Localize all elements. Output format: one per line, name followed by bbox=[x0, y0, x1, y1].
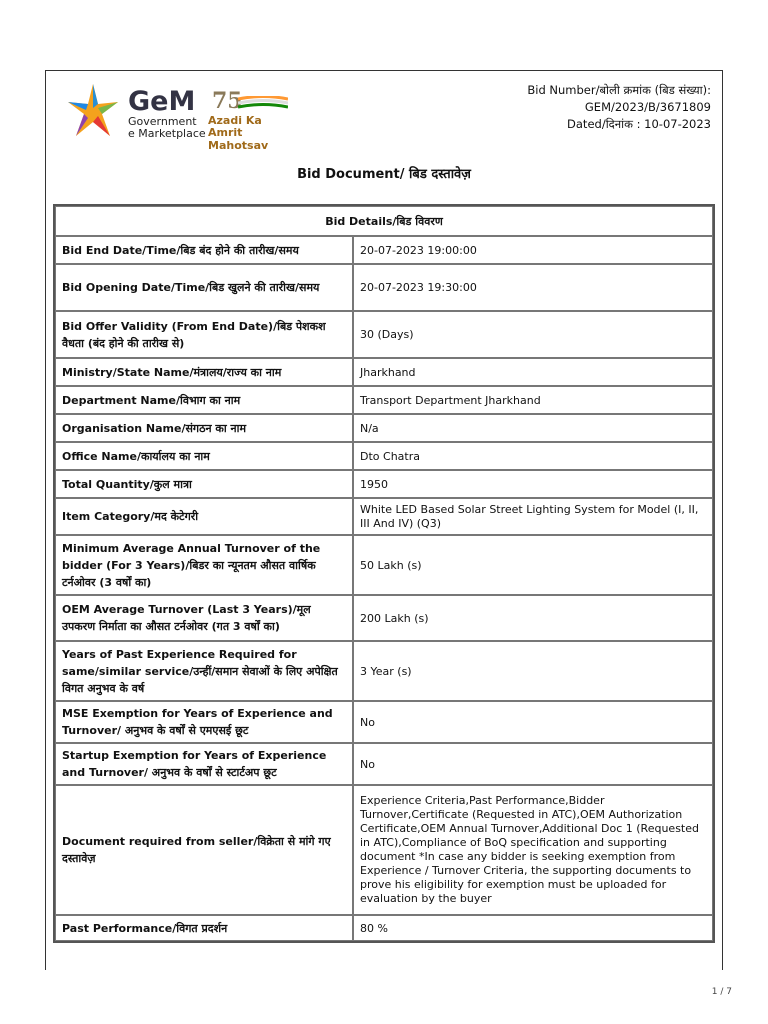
row-value: 50 Lakh (s) bbox=[353, 535, 713, 595]
row-value: Dto Chatra bbox=[353, 442, 713, 470]
row-value: N/a bbox=[353, 414, 713, 442]
table-row bbox=[55, 641, 713, 701]
flag-stripes-icon bbox=[238, 96, 288, 110]
table-row bbox=[55, 743, 713, 785]
row-value: 80 % bbox=[353, 915, 713, 941]
row-value: 3 Year (s) bbox=[353, 641, 713, 701]
gem-star-icon bbox=[62, 80, 124, 142]
azadi-line1: Azadi Ka bbox=[208, 114, 262, 127]
bid-number-label: Bid Number/बोली क्रमांक (बिड संख्या): bbox=[527, 83, 711, 97]
row-value: No bbox=[353, 743, 713, 785]
table-row bbox=[55, 358, 713, 386]
gem-brand: GeM bbox=[128, 86, 196, 117]
document-title: Bid Document/ बिड दस्तावेज़ bbox=[297, 167, 471, 182]
row-label: Ministry/State Name/मंत्रालय/राज्य का नाम bbox=[55, 358, 353, 386]
table-row bbox=[55, 236, 713, 264]
row-label: Department Name/विभाग का नाम bbox=[55, 386, 353, 414]
bid-number: GEM/2023/B/3671809 bbox=[584, 100, 711, 114]
row-value: White LED Based Solar Street Lighting System for Model (I, II, III And IV) (Q3) bbox=[353, 498, 713, 535]
table-row bbox=[55, 498, 713, 535]
row-value: 30 (Days) bbox=[353, 311, 713, 358]
azadi-75: 75 bbox=[212, 88, 243, 114]
table-row bbox=[55, 264, 713, 311]
row-label: Organisation Name/संगठन का नाम bbox=[55, 414, 353, 442]
table-row bbox=[55, 414, 713, 442]
gem-line2: e Marketplace bbox=[128, 127, 206, 140]
bid-details-table bbox=[53, 204, 715, 943]
row-label: Bid Opening Date/Time/बिड खुलने की तारीख/समय bbox=[55, 264, 353, 311]
row-value: 20-07-2023 19:30:00 bbox=[353, 264, 713, 311]
row-value: Jharkhand bbox=[353, 358, 713, 386]
row-value: 20-07-2023 19:00:00 bbox=[353, 236, 713, 264]
table-row bbox=[55, 915, 713, 941]
page-number: 1 / 7 bbox=[711, 987, 732, 997]
row-label: Past Performance/विगत प्रदर्शन bbox=[55, 915, 353, 941]
row-label: Minimum Average Annual Turnover of the bidder (For 3 Years)/बिडर का न्यूनतम औसत वार्षिक टर्नओवर (3 वर्षों का) bbox=[55, 535, 353, 595]
table-row bbox=[55, 386, 713, 414]
table-row bbox=[55, 442, 713, 470]
row-label: OEM Average Turnover (Last 3 Years)/मूल उपकरण निर्माता का औसत टर्नओवर (गत 3 वर्षों का) bbox=[55, 595, 353, 641]
row-label: Total Quantity/कुल मात्रा bbox=[55, 470, 353, 498]
azadi-line2: Amrit Mahotsav bbox=[208, 126, 269, 152]
row-label: Startup Exemption for Years of Experience and Turnover/ अनुभव के वर्षों से स्टार्टअप छूट bbox=[55, 743, 353, 785]
row-label: MSE Exemption for Years of Experience and Turnover/ अनुभव के वर्षों से एमएसई छूट bbox=[55, 701, 353, 743]
row-label: Office Name/कार्यालय का नाम bbox=[55, 442, 353, 470]
table-row bbox=[55, 785, 713, 915]
bid-meta bbox=[527, 82, 711, 133]
table-row bbox=[55, 701, 713, 743]
azadi-logo bbox=[208, 88, 298, 152]
bid-date: Dated/दिनांक : 10-07-2023 bbox=[567, 117, 711, 131]
row-label: Document required from seller/विक्रेता से मांगे गए दस्तावेज़ bbox=[55, 785, 353, 915]
table-row bbox=[55, 311, 713, 358]
row-label: Bid Offer Validity (From End Date)/बिड पेशकश वैधता (बंद होने की तारीख से) bbox=[55, 311, 353, 358]
row-value: 1950 bbox=[353, 470, 713, 498]
row-value: Experience Criteria,Past Performance,Bidder Turnover,Certificate (Requested in ATC),OEM Authorization Certificate,OEM Annual Turnover,Additional Doc 1 (Requested in ATC),Compliance of BoQ specification and supporting document *In case any bidder is seeking exemption from Experience / Turnover Criteria, the supporting documents to prove his eligibility for exemption must be uploaded for evaluation by the buyer bbox=[353, 785, 713, 915]
row-value: No bbox=[353, 701, 713, 743]
table-row bbox=[55, 470, 713, 498]
table-header-row bbox=[55, 206, 713, 236]
row-label: Item Category/मद केटेगरी bbox=[55, 498, 353, 535]
row-label: Bid End Date/Time/बिड बंद होने की तारीख/समय bbox=[55, 236, 353, 264]
table-row bbox=[55, 535, 713, 595]
table-row bbox=[55, 595, 713, 641]
row-value: 200 Lakh (s) bbox=[353, 595, 713, 641]
table-header: Bid Details/बिड विवरण bbox=[55, 206, 713, 236]
gem-logo bbox=[62, 80, 302, 152]
gem-line1: Government bbox=[128, 115, 197, 128]
row-label: Years of Past Experience Required for same/similar service/उन्हीं/समान सेवाओं के लिए अपेक्षित विगत अनुभव के वर्ष bbox=[55, 641, 353, 701]
row-value: Transport Department Jharkhand bbox=[353, 386, 713, 414]
